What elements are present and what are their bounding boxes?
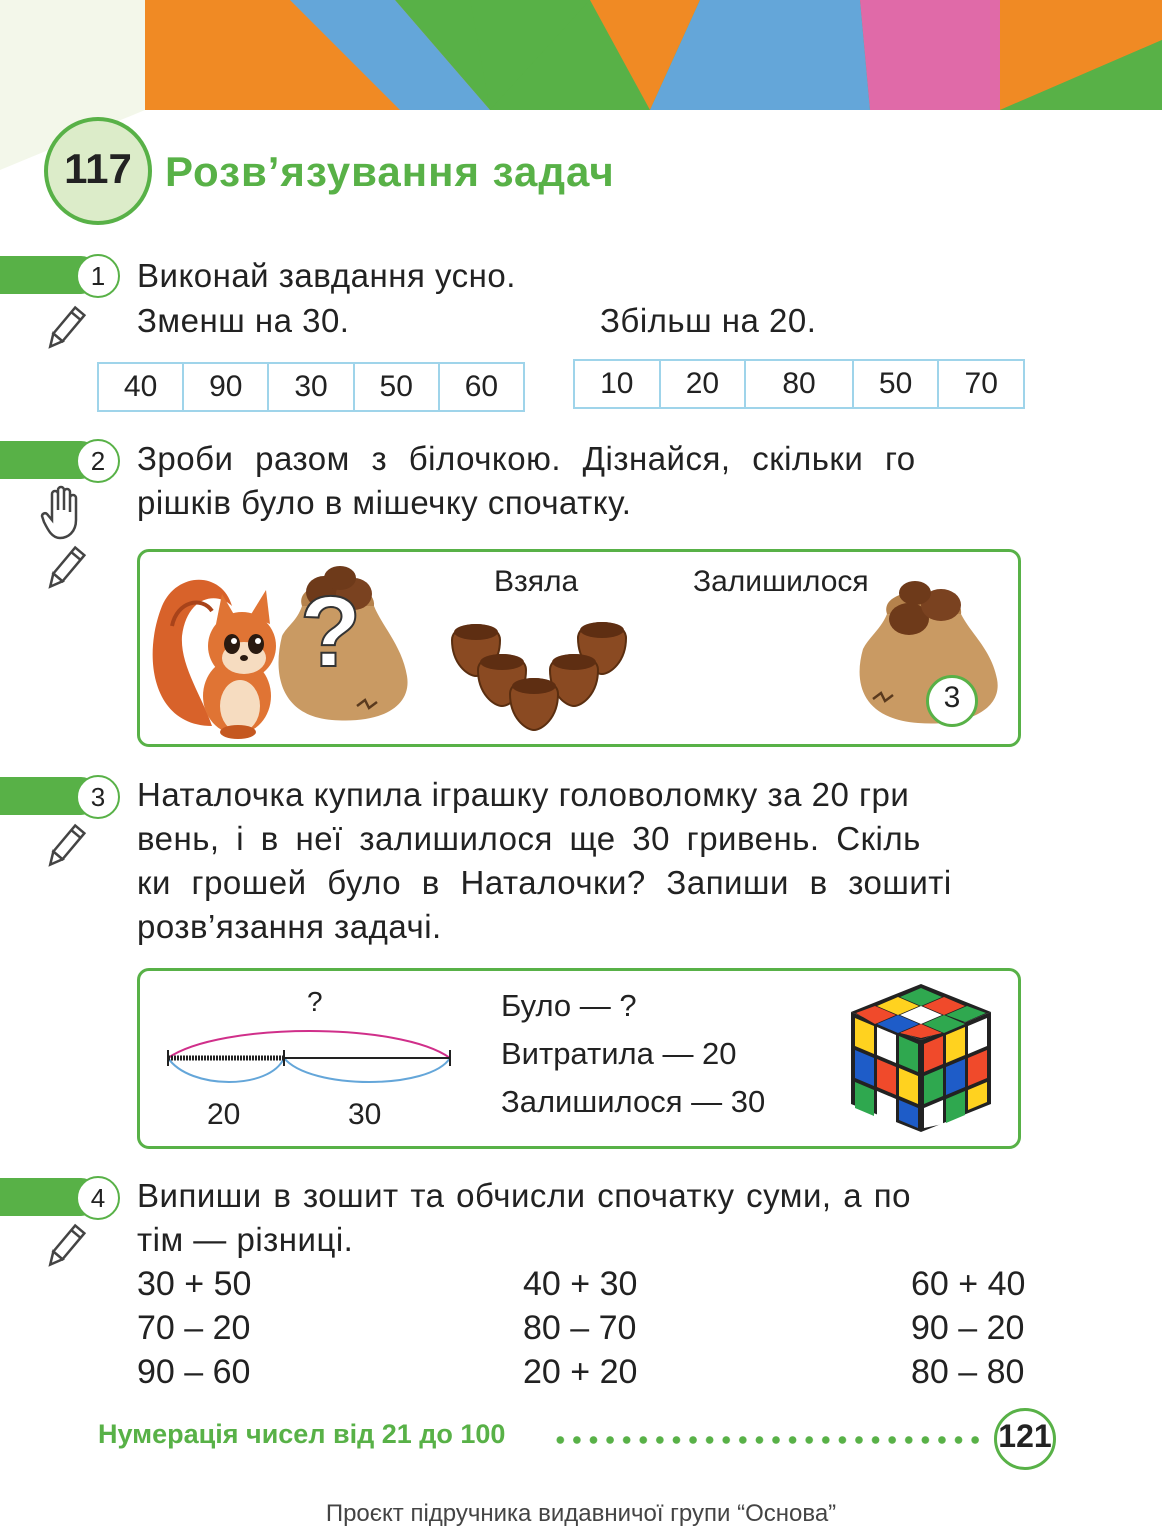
page-title: Розв’язування задач: [165, 148, 615, 195]
rubiks-cube-illustration: [846, 978, 996, 1138]
question-mark: ?: [300, 576, 362, 688]
decorative-banner: [0, 0, 1162, 112]
pencil-icon: [40, 822, 90, 872]
table-cell: 90: [184, 364, 269, 410]
task4-number: 4: [76, 1176, 120, 1220]
pencil-icon: [40, 304, 90, 354]
table-cell: 20: [661, 361, 747, 407]
table-cell: 70: [964, 367, 998, 400]
hand-icon: [40, 484, 88, 540]
took-label: Взяла: [494, 565, 579, 598]
lesson-number: 117: [64, 145, 132, 192]
sack-illustration: [843, 579, 1005, 729]
nuts-illustration: [444, 614, 634, 734]
task1-number: 1: [76, 254, 120, 298]
left-label: Залишилося: [693, 565, 869, 598]
task1-left-label: Зменш на 30.: [137, 302, 350, 339]
task3-line4: розв’язання задачі.: [137, 908, 442, 945]
diagram-question: ?: [307, 986, 323, 1017]
page-number: 121: [998, 1418, 1052, 1454]
table-cell: 30: [269, 364, 354, 410]
task1-instruction: Виконай завдання усно.: [137, 257, 516, 294]
task3-line2: вень, і в неї залишилося ще 30 гривень. Скіль: [137, 820, 921, 857]
condition-was: Було — ?: [501, 988, 637, 1023]
remaining-count: 3: [943, 681, 961, 714]
expression: 70 – 20: [137, 1309, 251, 1347]
table-cell: 40: [99, 364, 184, 410]
section-title: Нумерація чисел від 21 до 100: [98, 1419, 506, 1449]
squirrel-illustration: [142, 566, 282, 740]
task4-line1: Випиши в зошит та обчисли спочатку суми, а по: [137, 1177, 911, 1214]
task1-right-table: [573, 359, 1025, 409]
task2-line2: рішків було в мішечку спочатку.: [137, 484, 632, 521]
task3-line3: ки грошей було в Наталочки? Запиши в зошиті: [137, 864, 952, 901]
segment-label-1: 20: [207, 1098, 241, 1131]
expression: 90 – 20: [911, 1309, 1025, 1347]
segment-label-2: 30: [348, 1098, 382, 1131]
publisher-credit: Проєкт підручника видавничої групи “Основа”: [325, 1500, 837, 1527]
task2-number: 2: [76, 439, 120, 483]
task3-number: 3: [76, 775, 120, 819]
task4-line2: тім — різниці.: [137, 1221, 354, 1258]
condition-spent: Витратила — 20: [501, 1036, 737, 1071]
pencil-icon: [40, 1222, 90, 1272]
task1-right-label: Збільш на 20.: [600, 302, 817, 339]
pencil-icon: [40, 544, 90, 594]
table-cell: 80: [746, 361, 854, 407]
segment-diagram: [160, 1020, 460, 1090]
expression: 80 – 70: [523, 1309, 637, 1347]
table-cell: 10: [575, 361, 661, 407]
expression: 60 + 40: [911, 1265, 1026, 1303]
task1-left-table: [97, 362, 525, 412]
task3-line1: Наталочка купила іграшку головоломку за 20 гри: [137, 776, 910, 813]
expression: 40 + 30: [523, 1265, 638, 1303]
dotted-leader: [552, 1435, 982, 1445]
condition-remained: Залишилося — 30: [501, 1084, 766, 1119]
expression: 80 – 80: [911, 1353, 1025, 1391]
table-cell: 50: [854, 361, 940, 407]
expression: 90 – 60: [137, 1353, 251, 1391]
task2-line1: Зроби разом з білочкою. Дізнайся, скільки го: [137, 440, 916, 477]
expression: 20 + 20: [523, 1353, 638, 1391]
table-cell: 60: [464, 370, 499, 403]
expression: 30 + 50: [137, 1265, 252, 1303]
table-cell: 50: [355, 364, 440, 410]
